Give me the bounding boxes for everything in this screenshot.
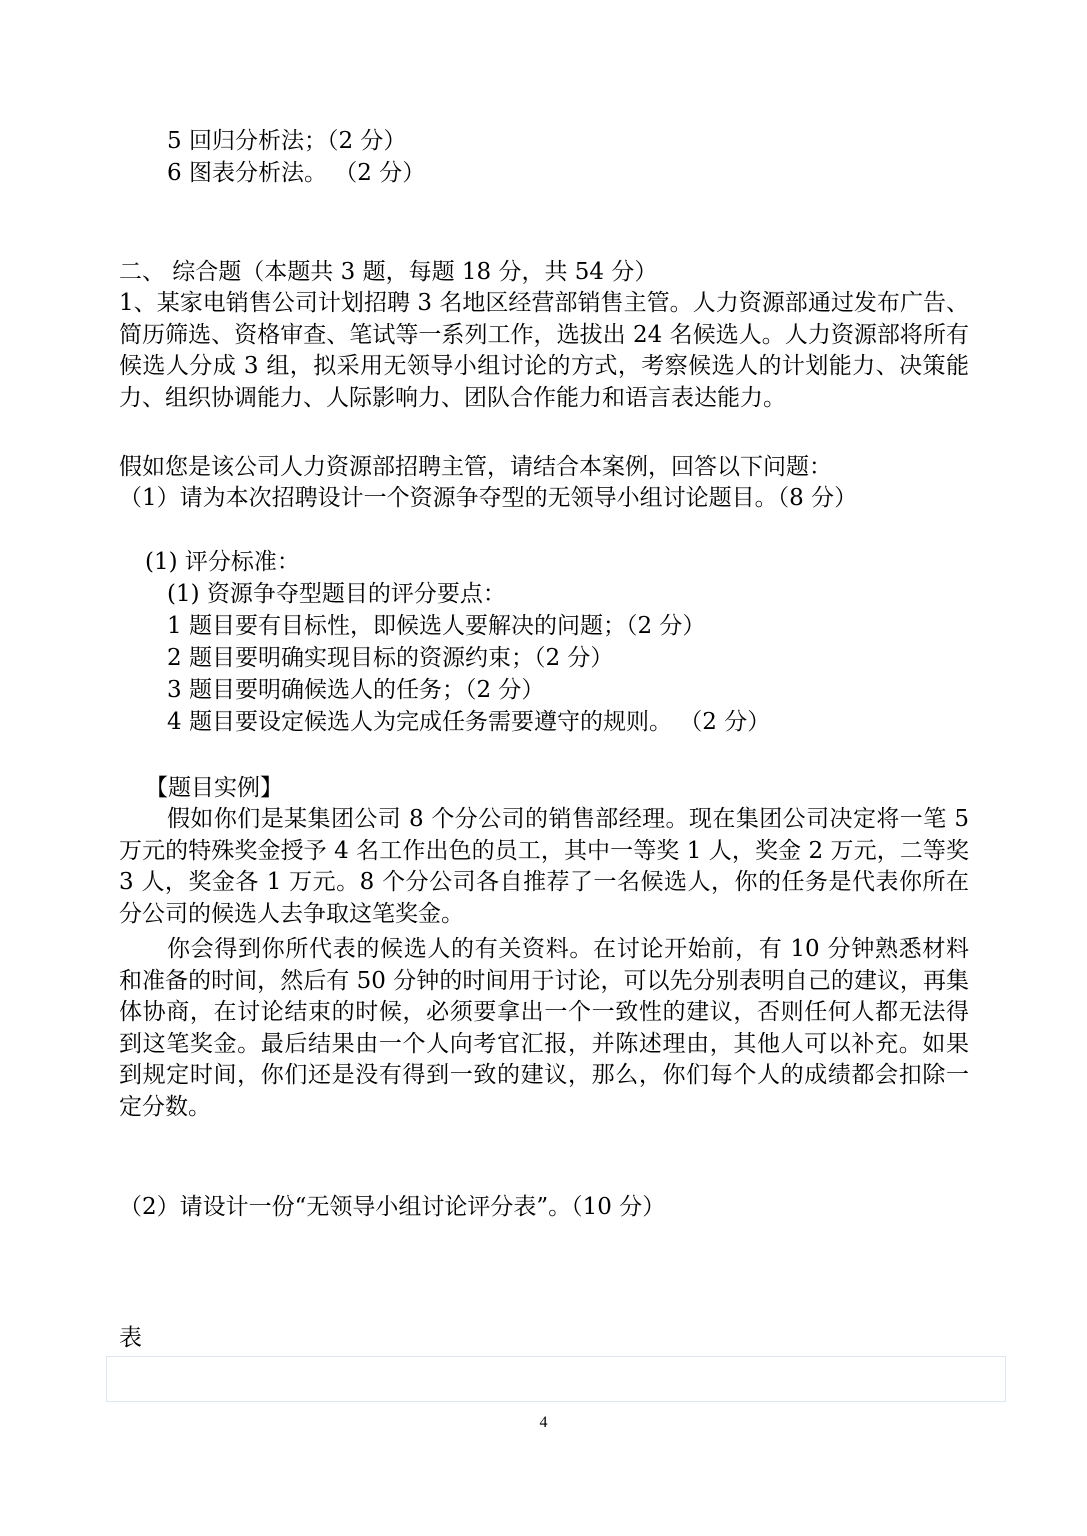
scoring-title: (1) 评分标准： [145, 549, 300, 575]
table-label: 表 [119, 1325, 142, 1351]
scoring-point-4: 4 题目要设定候选人为完成任务需要遵守的规则。 （2 分） [167, 709, 771, 735]
table-frame [106, 1356, 1006, 1402]
example-paragraph-2: 你会得到你所代表的候选人的有关资料。在讨论开始前，有 10 分钟熟悉材料和准备的时间，然后有 50 分钟的时间用于讨论，可以先分别表明自己的建议，再集体协商，在讨论结束的时候，必须要拿出一个一致性的建议，否则任何人都无法得到这笔奖金。最后结果由一个人向考官汇报，并陈述理由，其他人可以补充。如果到规定时间，你们还是没有得到一致的建议，那么，你们每个人的成绩都会扣除一定分数。 [119, 936, 969, 1120]
section-heading: 二、 综合题（本题共 3 题，每题 18 分，共 54 分） [119, 259, 658, 285]
list-item-6: 6 图表分析法。 （2 分） [167, 160, 426, 186]
example-heading: 【题目实例】 [145, 775, 283, 801]
scoring-point-3: 3 题目要明确候选人的任务；（2 分） [167, 677, 545, 703]
scoring-point-2: 2 题目要明确实现目标的资源约束；（2 分） [167, 645, 614, 671]
question-1-sub2: （2）请设计一份“无领导小组讨论评分表”。（10 分） [119, 1194, 666, 1220]
list-item-5: 5 回归分析法；（2 分） [167, 128, 407, 154]
scoring-subtitle: (1) 资源争夺型题目的评分要点： [167, 581, 506, 607]
question-1-sub1: （1）请为本次招聘设计一个资源争夺型的无领导小组讨论题目。（8 分） [119, 485, 858, 511]
question-1-prompt: 假如您是该公司人力资源部招聘主管，请结合本案例，回答以下问题： [119, 454, 832, 480]
example-paragraph-1: 假如你们是某集团公司 8 个分公司的销售部经理。现在集团公司决定将一笔 5 万元的特殊奖金授予 4 名工作出色的员工，其中一等奖 1 人，奖金 2 万元，二等奖 3 人，奖金各 1 万元。8 个分公司各自推荐了一名候选人，你的任务是代表你所在分公司的候选人去争取这笔奖金。 [119, 806, 969, 927]
question-1-intro: 1、某家电销售公司计划招聘 3 名地区经营部销售主管。人力资源部通过发布广告、简历筛选、资格审查、笔试等一系列工作，选拔出 24 名候选人。人力资源部将所有候选人分成 3 组，拟采用无领导小组讨论的方式，考察候选人的计划能力、决策能力、组织协调能力、人际影响力、团队合作能力和语言表达能力。 [119, 290, 969, 411]
scoring-point-1: 1 题目要有目标性，即候选人要解决的问题；（2 分） [167, 613, 706, 639]
page-number: 4 [539, 1414, 548, 1431]
